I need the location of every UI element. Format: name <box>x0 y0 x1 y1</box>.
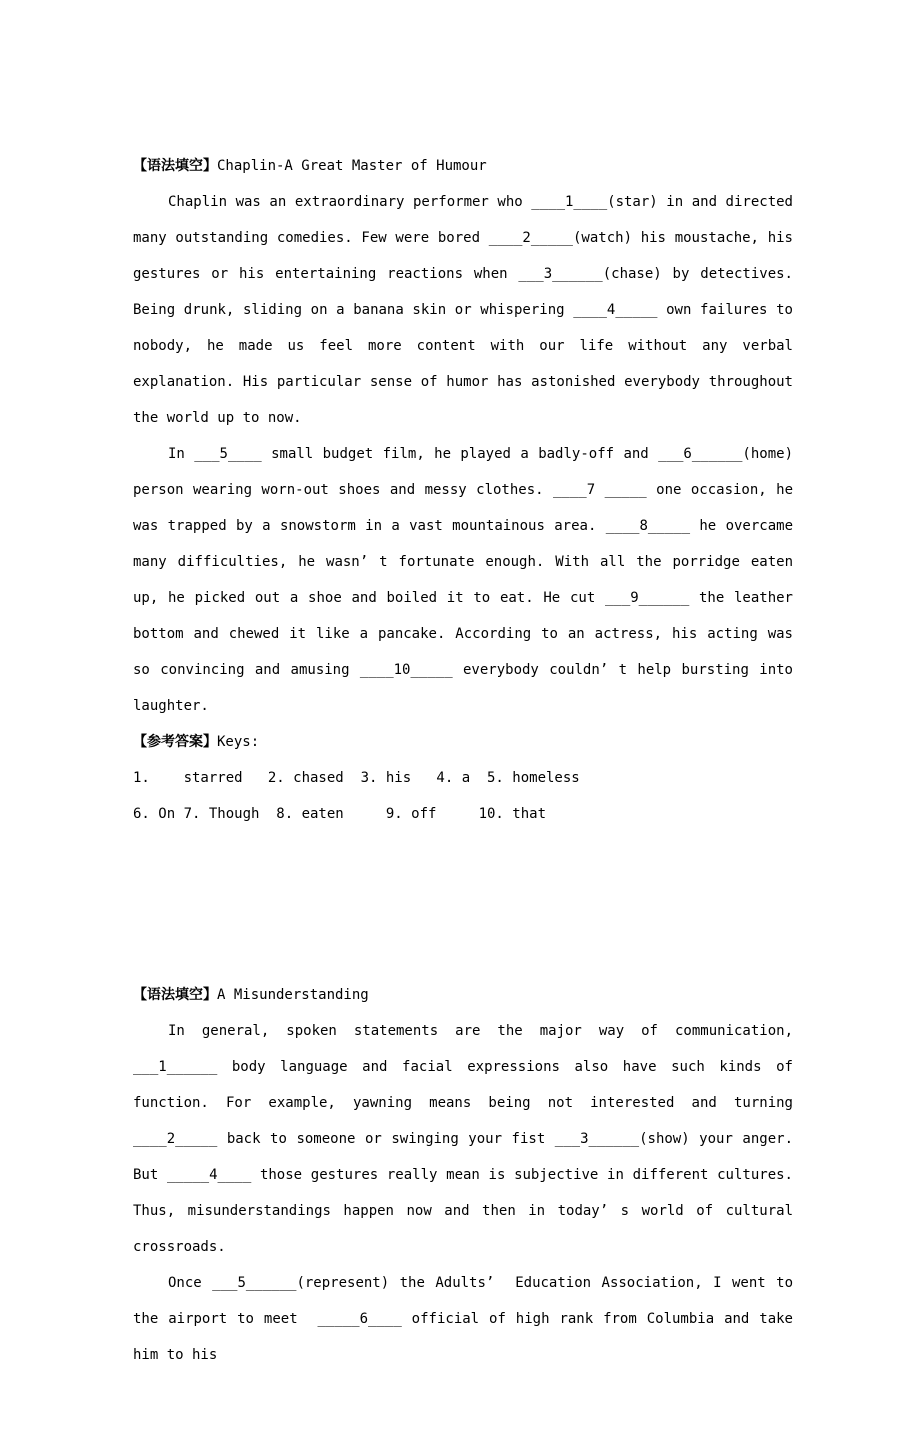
answers-heading <box>133 724 793 760</box>
section-title: Chaplin-A Great Master of Humour <box>217 158 487 174</box>
reference-answers-tag: 【参考答案】 <box>133 734 217 750</box>
section-misunderstanding-exercise <box>133 977 802 1373</box>
paragraph: Once ___5______(represent) the Adults’ Education Association, I went to the airport to meet _____6____ official of high rank from Columbia and take him to his <box>133 1275 802 1363</box>
paragraph: In general, spoken statements are the major way of communication, ___1______ body language and facial expressions also have such kinds of function. For example, yawning means being not interested and turning ____2_____ back to someone or swinging your fist ___3______(show) your anger. But _____4____ those gestures really mean is subjective in different cultures. Thus, misunderstandings happen now and then in today’ s world of cultural crossroads. <box>133 1023 802 1255</box>
section-title: A Misunderstanding <box>217 987 369 1003</box>
keys-label: Keys: <box>217 734 260 750</box>
grammar-fill-tag: 【语法填空】 <box>133 158 217 174</box>
paragraph: In ___5____ small budget film, he played a badly-off and ___6______(home) person wearing worn-out shoes and messy clothes. ____7 _____ one occasion, he was trapped by a snowstorm in a vast mountainous area. ____8_____ he overcame many difficulties, he wasn’ t fortunate enough. With all the porridge eaten up, he picked out a shoe and boiled it to eat. He cut ___9______ the leather bottom and chewed it like a pancake. According to an actress, his acting was so convincing and amusing ____10_____ everybody couldn’ t help bursting into laughter. <box>133 446 802 714</box>
answer-line: 6. On 7. Though 8. eaten 9. off 10. that <box>133 806 547 822</box>
section-heading <box>133 148 793 184</box>
section-heading <box>133 977 793 1013</box>
paragraph: Chaplin was an extraordinary performer who ____1____(star) in and directed many outstanding comedies. Few were bored ____2_____(watch) his moustache, his gestures or his entertaining reactions when ___3______(chase) by detectives. Being drunk, sliding on a banana skin or whispering ____4_____ own failures to nobody, he made us feel more content with our life without any verbal explanation. His particular sense of humor has astonished everybody throughout the world up to now. <box>133 194 802 426</box>
grammar-fill-tag: 【语法填空】 <box>133 987 217 1003</box>
answer-line: 1. starred 2. chased 3. his 4. a 5. homeless <box>133 770 580 786</box>
section-chaplin-exercise <box>133 148 802 832</box>
